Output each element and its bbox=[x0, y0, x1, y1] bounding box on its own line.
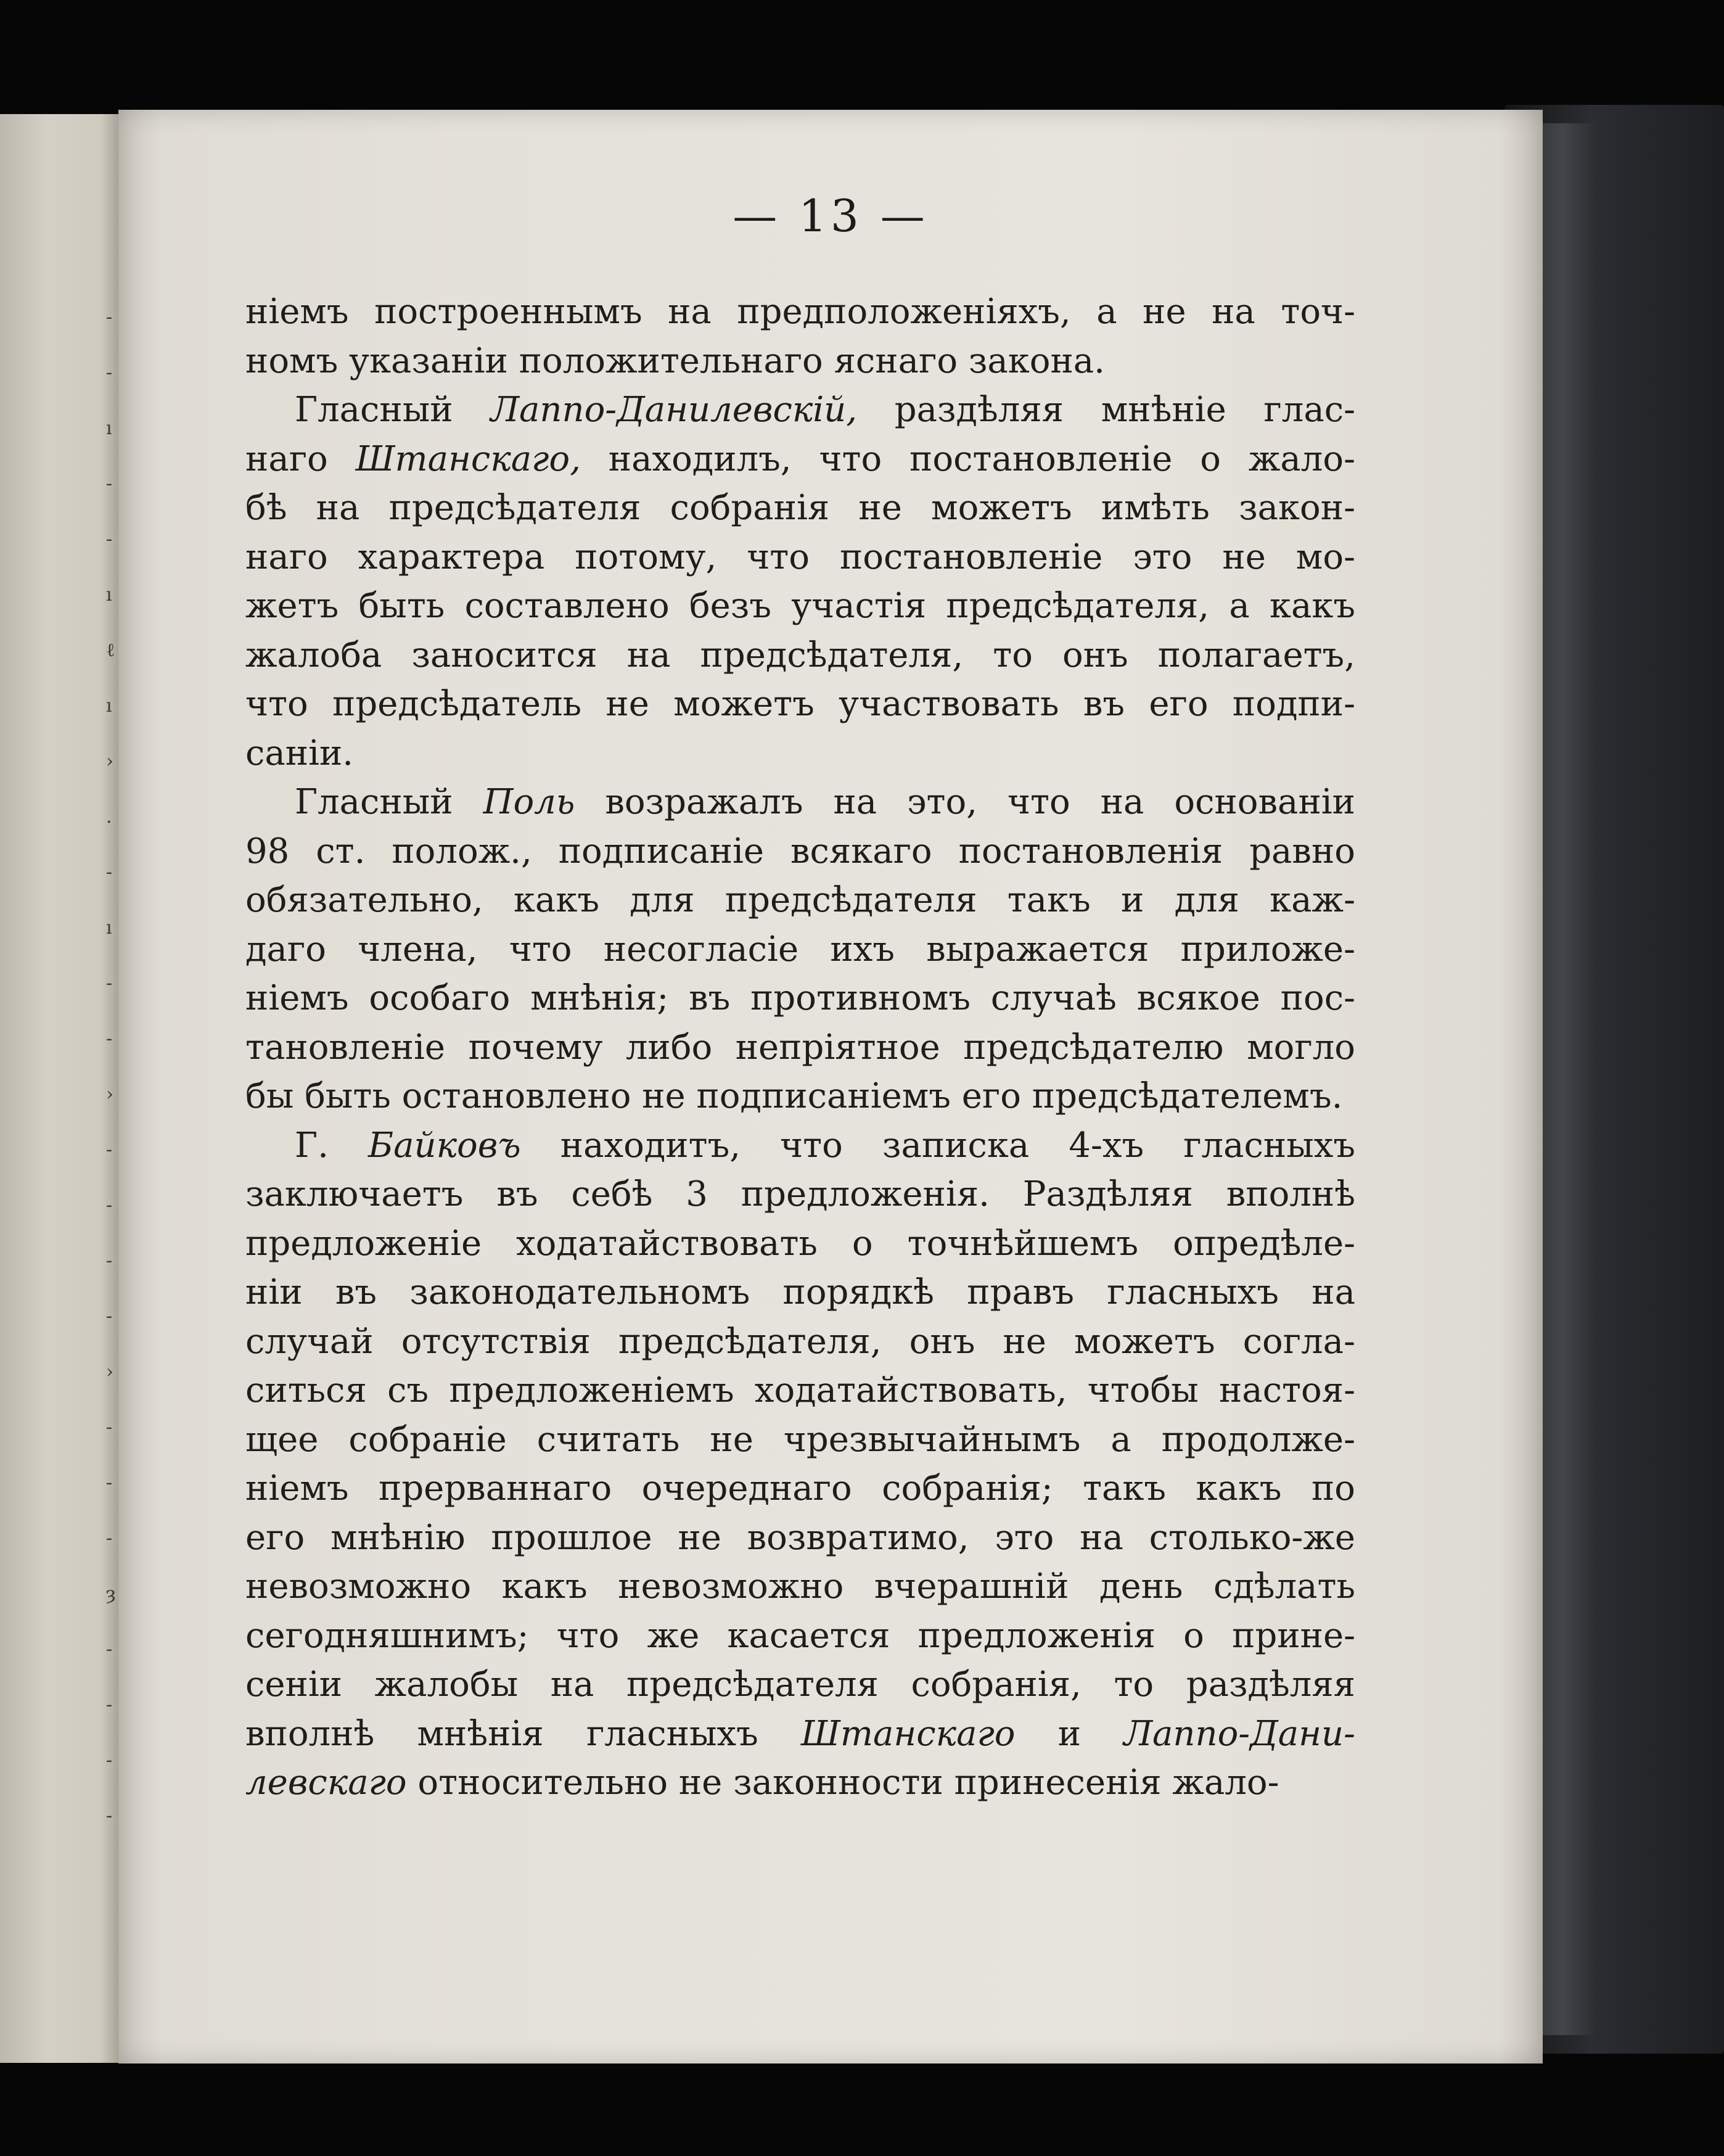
text-line bbox=[245, 1513, 1355, 1563]
italic-name: Лаппо-Данилевскiй, bbox=[490, 390, 858, 430]
margin-glyph: - bbox=[106, 473, 113, 495]
text-run: случай отсутствiя предсѣдателя, онъ не можетъ согла- bbox=[245, 1321, 1355, 1362]
text-run: нiемъ особаго мнѣнiя; въ противномъ случаѣ всякое пос- bbox=[245, 978, 1355, 1018]
italic-name: Байковъ bbox=[367, 1125, 521, 1166]
text-run: бы быть остановлено не подписанiемъ его предсѣдателемъ. bbox=[245, 1076, 1343, 1116]
text-line bbox=[245, 631, 1355, 680]
text-line bbox=[245, 1464, 1355, 1513]
margin-glyph: - bbox=[106, 1139, 113, 1161]
margin-glyph: - bbox=[106, 1306, 113, 1327]
margin-glyph: - bbox=[106, 307, 113, 328]
text-line bbox=[245, 1170, 1355, 1219]
text-run: тановленiе почему либо непрiятное предсѣдателю могло bbox=[245, 1027, 1355, 1068]
margin-glyph: - bbox=[106, 1528, 113, 1549]
text-line bbox=[245, 1562, 1355, 1611]
text-line bbox=[245, 1023, 1355, 1072]
text-run: Гласный bbox=[295, 782, 483, 822]
text-run: бѣ на предсѣдателя собранiя не можетъ имѣть закон- bbox=[245, 488, 1355, 528]
page-text bbox=[245, 287, 1355, 1808]
previous-page-edge bbox=[0, 114, 118, 2063]
text-run: возражалъ на это, что на основанiи bbox=[575, 782, 1355, 822]
margin-glyph: - bbox=[106, 362, 113, 384]
text-run: заключаетъ въ себѣ 3 предложенiя. Раздѣляя вполнѣ bbox=[245, 1174, 1355, 1214]
text-run: Г. bbox=[295, 1125, 368, 1166]
margin-glyph: ȝ bbox=[106, 1583, 116, 1605]
text-run: нiемъ построеннымъ на предположенiяхъ, а не на точ- bbox=[245, 292, 1355, 332]
italic-name: Штанскаго bbox=[800, 1713, 1016, 1754]
italic-name: Лаппо-Дани- bbox=[1123, 1713, 1355, 1754]
text-line bbox=[245, 1710, 1355, 1759]
text-run: что предсѣдатель не можетъ участвовать въ его подпи- bbox=[245, 684, 1355, 724]
text-line bbox=[245, 876, 1355, 925]
margin-glyph: ı bbox=[106, 917, 112, 939]
margin-glyph: - bbox=[106, 973, 113, 994]
text-line bbox=[245, 1366, 1355, 1415]
text-run: сегодняшнимъ; что же касается предложенiя о прине- bbox=[245, 1615, 1355, 1656]
text-line bbox=[245, 1219, 1355, 1269]
margin-glyph: ı bbox=[106, 584, 112, 606]
margin-glyph: › bbox=[106, 751, 113, 772]
italic-name: Поль bbox=[483, 782, 575, 822]
italic-name: левскаго bbox=[245, 1763, 407, 1803]
text-run: Гласный bbox=[295, 390, 491, 430]
text-run: вполнѣ мнѣнiя гласныхъ bbox=[245, 1713, 801, 1754]
text-line bbox=[245, 1121, 1355, 1171]
margin-glyph: - bbox=[106, 1750, 113, 1771]
text-run: щее собранiе считать не чрезвычайнымъ а продолже- bbox=[245, 1419, 1355, 1460]
book-page bbox=[118, 110, 1543, 2063]
text-run: наго bbox=[245, 438, 356, 479]
text-run: и bbox=[1015, 1713, 1124, 1754]
margin-glyph: › bbox=[106, 1084, 113, 1105]
text-line bbox=[245, 1660, 1355, 1710]
text-run: находитъ, что записка 4-хъ гласныхъ bbox=[520, 1125, 1355, 1166]
text-line bbox=[245, 483, 1355, 533]
text-run: номъ указанiи положительнаго яснаго закона. bbox=[245, 340, 1105, 381]
margin-glyph: - bbox=[106, 1472, 113, 1494]
text-line bbox=[245, 1072, 1355, 1121]
text-line bbox=[245, 1317, 1355, 1367]
text-line bbox=[245, 1611, 1355, 1661]
text-line bbox=[245, 533, 1355, 582]
margin-glyph: - bbox=[106, 1694, 113, 1716]
text-run: жетъ быть составлено безъ участiя предсѣдателя, а какъ bbox=[245, 586, 1355, 626]
margin-glyph: - bbox=[106, 1805, 113, 1827]
text-line bbox=[245, 729, 1355, 778]
text-line bbox=[245, 680, 1355, 729]
text-line bbox=[245, 974, 1355, 1023]
margin-glyph: ı bbox=[106, 418, 112, 439]
margin-glyph: ı bbox=[106, 695, 112, 717]
text-line bbox=[245, 778, 1355, 827]
text-run: относительно не законности принесенiя жало- bbox=[406, 1763, 1279, 1803]
margin-glyph: - bbox=[106, 1028, 113, 1050]
margin-glyph: . bbox=[106, 806, 112, 828]
text-line bbox=[245, 435, 1355, 484]
text-run: наго характера потому, что постановленiе это не мо- bbox=[245, 537, 1355, 577]
page-number: — 13 — bbox=[733, 190, 929, 242]
margin-glyph: - bbox=[106, 1195, 113, 1216]
text-line bbox=[245, 1268, 1355, 1317]
text-line bbox=[245, 287, 1355, 337]
text-line bbox=[245, 385, 1355, 435]
text-run: даго члена, что несогласiе ихъ выражается приложе- bbox=[245, 929, 1355, 969]
text-line bbox=[245, 827, 1355, 876]
italic-name: Штанскаго, bbox=[355, 438, 581, 479]
text-run: предложенiе ходатайствовать о точнѣйшемъ опредѣле- bbox=[245, 1223, 1355, 1264]
text-run: невозможно какъ невозможно вчерашнiй день сдѣлать bbox=[245, 1566, 1355, 1607]
text-run: находилъ, что постановленiе о жало- bbox=[580, 438, 1355, 479]
text-line bbox=[245, 1758, 1355, 1808]
margin-glyph: › bbox=[106, 1361, 113, 1383]
text-line bbox=[245, 582, 1355, 631]
margin-glyph: ℓ bbox=[106, 640, 115, 661]
text-line bbox=[245, 337, 1355, 386]
text-run: жалоба заносится на предсѣдателя, то онъ полагаетъ, bbox=[245, 635, 1355, 675]
margin-glyph: - bbox=[106, 1417, 113, 1438]
text-run: обязательно, какъ для предсѣдателя такъ и для каж- bbox=[245, 880, 1355, 920]
text-run: санiи. bbox=[245, 733, 354, 773]
margin-glyph: - bbox=[106, 529, 113, 550]
text-run: раздѣляя мнѣнiе глас- bbox=[857, 390, 1355, 430]
margin-glyph: - bbox=[106, 1250, 113, 1272]
margin-glyph: - bbox=[106, 1639, 113, 1660]
text-run: ситься съ предложенiемъ ходатайствовать, чтобы настоя- bbox=[245, 1370, 1355, 1410]
text-line bbox=[245, 1415, 1355, 1465]
margin-glyph: - bbox=[106, 862, 113, 883]
text-run: нiемъ прерваннаго очереднаго собранiя; такъ какъ по bbox=[245, 1468, 1355, 1508]
text-run: 98 ст. полож., подписанiе всякаго постановленiя равно bbox=[245, 831, 1355, 871]
text-run: сенiи жалобы на предсѣдателя собранiя, то раздѣляя bbox=[245, 1664, 1355, 1705]
text-run: его мнѣнiю прошлое не возвратимо, это на столько-же bbox=[245, 1517, 1355, 1558]
text-line bbox=[245, 925, 1355, 974]
text-run: нiи въ законодательномъ порядкѣ правъ гласныхъ на bbox=[245, 1272, 1355, 1312]
